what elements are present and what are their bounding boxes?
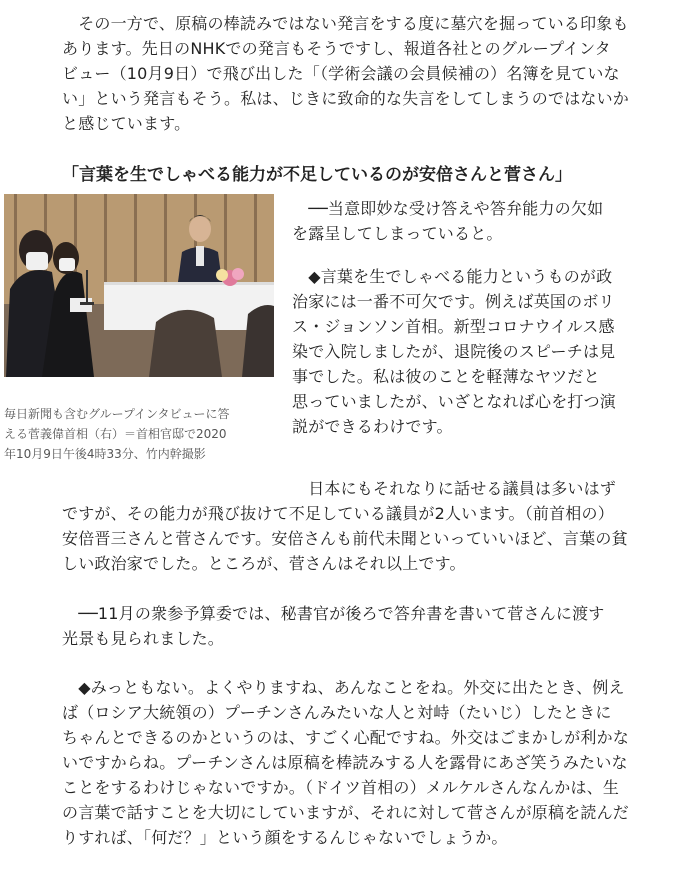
text-line: しい政治家でした。ところが、菅さんはそれ以上です。 — [62, 554, 466, 573]
text-line: ──当意即妙な受け答えや答弁能力の欠如 — [292, 199, 604, 218]
text-line: の言葉で話すことを大切にしていますが、それに対して菅さんが原稿を読んだ — [62, 803, 630, 822]
question-paragraph — [292, 196, 637, 246]
section-heading: 「言葉を生でしゃべる能力が不足しているのが安倍さんと菅さん」 — [62, 165, 572, 185]
text-line: その一方で、原稿の棒読みではない発言をする度に墓穴を掘っている印象も — [62, 14, 629, 33]
text-line: ことをするわけじゃないですか。（ドイツ首相の）メルケルさんなんかは、生 — [62, 778, 620, 797]
text-line: ば（ロシア大統領の）プーチンさんみたいな人と対峙（たいじ）したときに — [62, 703, 612, 722]
caption-line: 年10月9日午後4時33分、竹内幹撮影 — [4, 447, 206, 461]
text-line: あります。先日のNHKでの発言もそうですし、報道各社とのグループインタ — [62, 39, 611, 58]
text-line: ス・ジョンソン首相。新型コロナウイルス感 — [292, 317, 615, 336]
photo-figure — [4, 194, 276, 464]
body-paragraph — [62, 501, 628, 576]
text-line: ちゃんとできるのかというのは、すごく心配ですね。外交はごまかしが利かな — [62, 728, 630, 747]
body-paragraph-start — [292, 476, 637, 501]
caption-line: 毎日新聞も含むグループインタビューに答 — [4, 407, 230, 421]
text-line: りすれば、「何だ？」という顔をするんじゃないでしょうか。 — [62, 828, 508, 847]
text-line: ◆みっともない。よくやりますね、あんなことをね。外交に出たとき、例え — [62, 678, 625, 697]
text-line: 光景も見られました。 — [62, 629, 225, 648]
text-line: ◆言葉を生でしゃべる能力というものが政 — [292, 267, 613, 286]
text-line: ──11月の衆参予算委では、秘書官が後ろで答弁書を書いて菅さんに渡す — [62, 604, 605, 623]
answer-paragraph — [62, 675, 630, 850]
text-line: を露呈してしまっていると。 — [292, 224, 503, 243]
text-line: い」という発言もそう。私は、じきに致命的な失言をしてしまうのではないか — [62, 89, 630, 108]
intro-paragraph — [62, 11, 630, 136]
text-line: 日本にもそれなりに話せる議員は多いはず — [292, 479, 617, 498]
text-line: 治家には一番不可欠です。例えば英国のボリ — [292, 292, 615, 311]
text-line: いですからね。プーチンさんは原稿を棒読みする人を露骨にあざ笑うみたいな — [62, 753, 628, 772]
question-paragraph — [62, 601, 622, 651]
text-line: 思っていましたが、いざとなれば心を打つ演 — [292, 392, 617, 411]
text-line: 事でした。私は彼のことを軽薄なヤツだと — [292, 367, 600, 386]
press-interview-photo — [4, 194, 274, 377]
text-line: 安倍晋三さんと菅さんです。安倍さんも前代未聞といっていいほど、言葉の貧 — [62, 529, 628, 548]
text-line: ビュー（10月9日）で飛び出した「（学術会議の会員候補の）名簿を見ていな — [62, 64, 620, 83]
text-line: ですが、その能力が飛び抜けて不足している議員が2人います。（前首相の） — [62, 504, 614, 523]
caption-line: える菅義偉首相（右）＝首相官邸で2020 — [4, 427, 227, 441]
text-line: 説ができるわけです。 — [292, 417, 453, 436]
text-line: と感じています。 — [62, 114, 191, 133]
photo-caption — [4, 404, 276, 464]
answer-paragraph — [292, 264, 637, 439]
text-line: 染で入院しましたが、退院後のスピーチは見 — [292, 342, 616, 361]
